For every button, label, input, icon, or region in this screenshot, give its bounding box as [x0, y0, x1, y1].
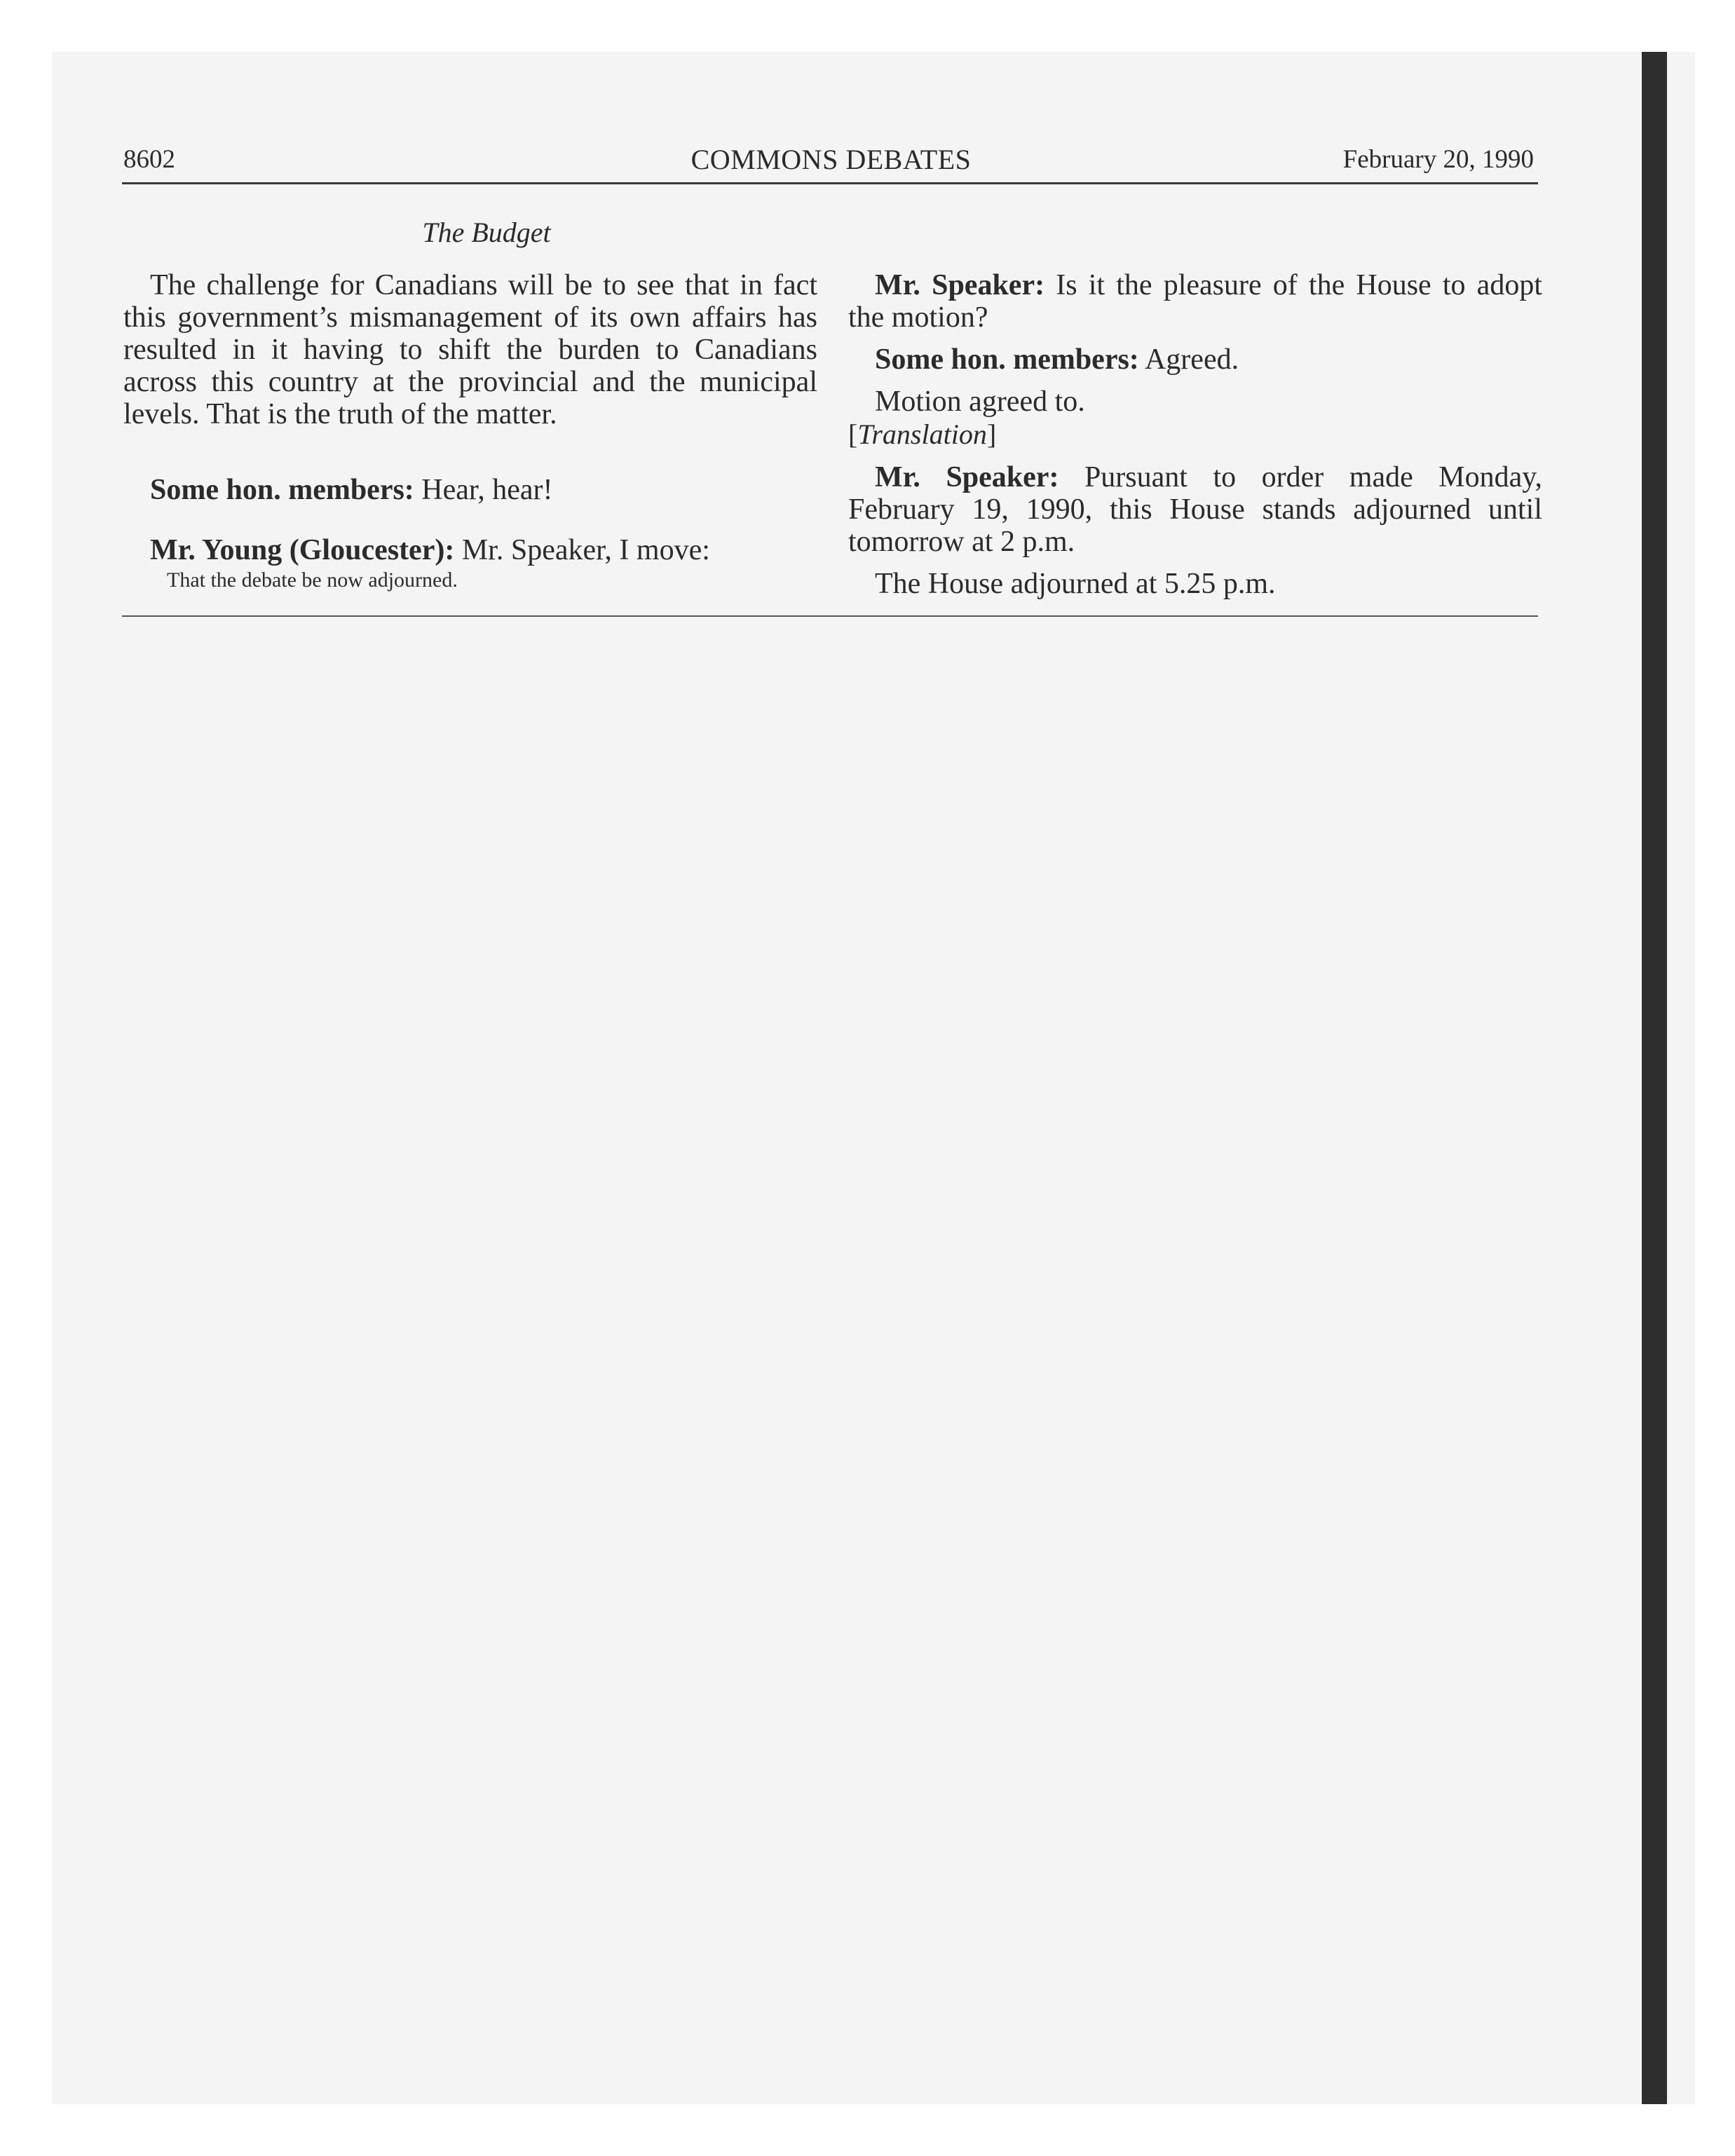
speaker-label: Mr. Young (Gloucester):	[150, 534, 455, 566]
speech-text: Agreed.	[1138, 343, 1239, 376]
speech-text: Mr. Speaker, I move:	[454, 534, 710, 566]
header-rule	[122, 182, 1538, 184]
left-paragraph-hear-hear	[123, 474, 817, 506]
speaker-label: Some hon. members:	[875, 343, 1139, 376]
bracket-open: [	[848, 418, 858, 450]
speech-text: Pursuant to order made Monday, February 19, 1990, this House stands adjourned until tomorrow at 2 p.m.	[848, 461, 1542, 558]
right-column	[848, 269, 1542, 600]
page-number: 8602	[123, 145, 175, 174]
speech-text: Hear, hear!	[414, 474, 553, 506]
right-paragraph-motion-agreed: Motion agreed to.	[875, 386, 1085, 418]
left-paragraph-challenge: The challenge for Canadians will be to see that in fact this government’s mismanagement of its own affairs has resulted in it having to shift the burden to Canadians across this country at the provincial and the municipal levels. That is the truth of the matter.	[123, 269, 817, 430]
translation-label: Translation	[857, 418, 987, 450]
footer-rule	[122, 615, 1538, 617]
speaker-label: Some hon. members:	[150, 474, 414, 506]
left-column	[123, 269, 817, 594]
right-paragraph-house-adjourned: The House adjourned at 5.25 p.m.	[875, 568, 1276, 600]
right-paragraph-adjourned-until	[848, 461, 1542, 558]
speaker-label: Mr. Speaker:	[875, 269, 1045, 301]
publication-title: COMMONS DEBATES	[690, 144, 972, 175]
bracket-close: ]	[986, 418, 997, 450]
translation-note	[848, 418, 1542, 451]
motion-text: That the debate be now adjourned.	[167, 568, 458, 592]
speech-text: Is it the pleasure of the House to adopt the motion?	[848, 269, 1542, 334]
publication-date: February 20, 1990	[1342, 145, 1534, 174]
page-spine-shadow	[1642, 52, 1667, 2104]
right-paragraph-agreed	[848, 343, 1542, 376]
speaker-label: Mr. Speaker:	[875, 461, 1059, 493]
section-title: The Budget	[422, 217, 551, 248]
left-paragraph-young-move	[123, 534, 817, 566]
right-paragraph-pleasure	[848, 269, 1542, 334]
